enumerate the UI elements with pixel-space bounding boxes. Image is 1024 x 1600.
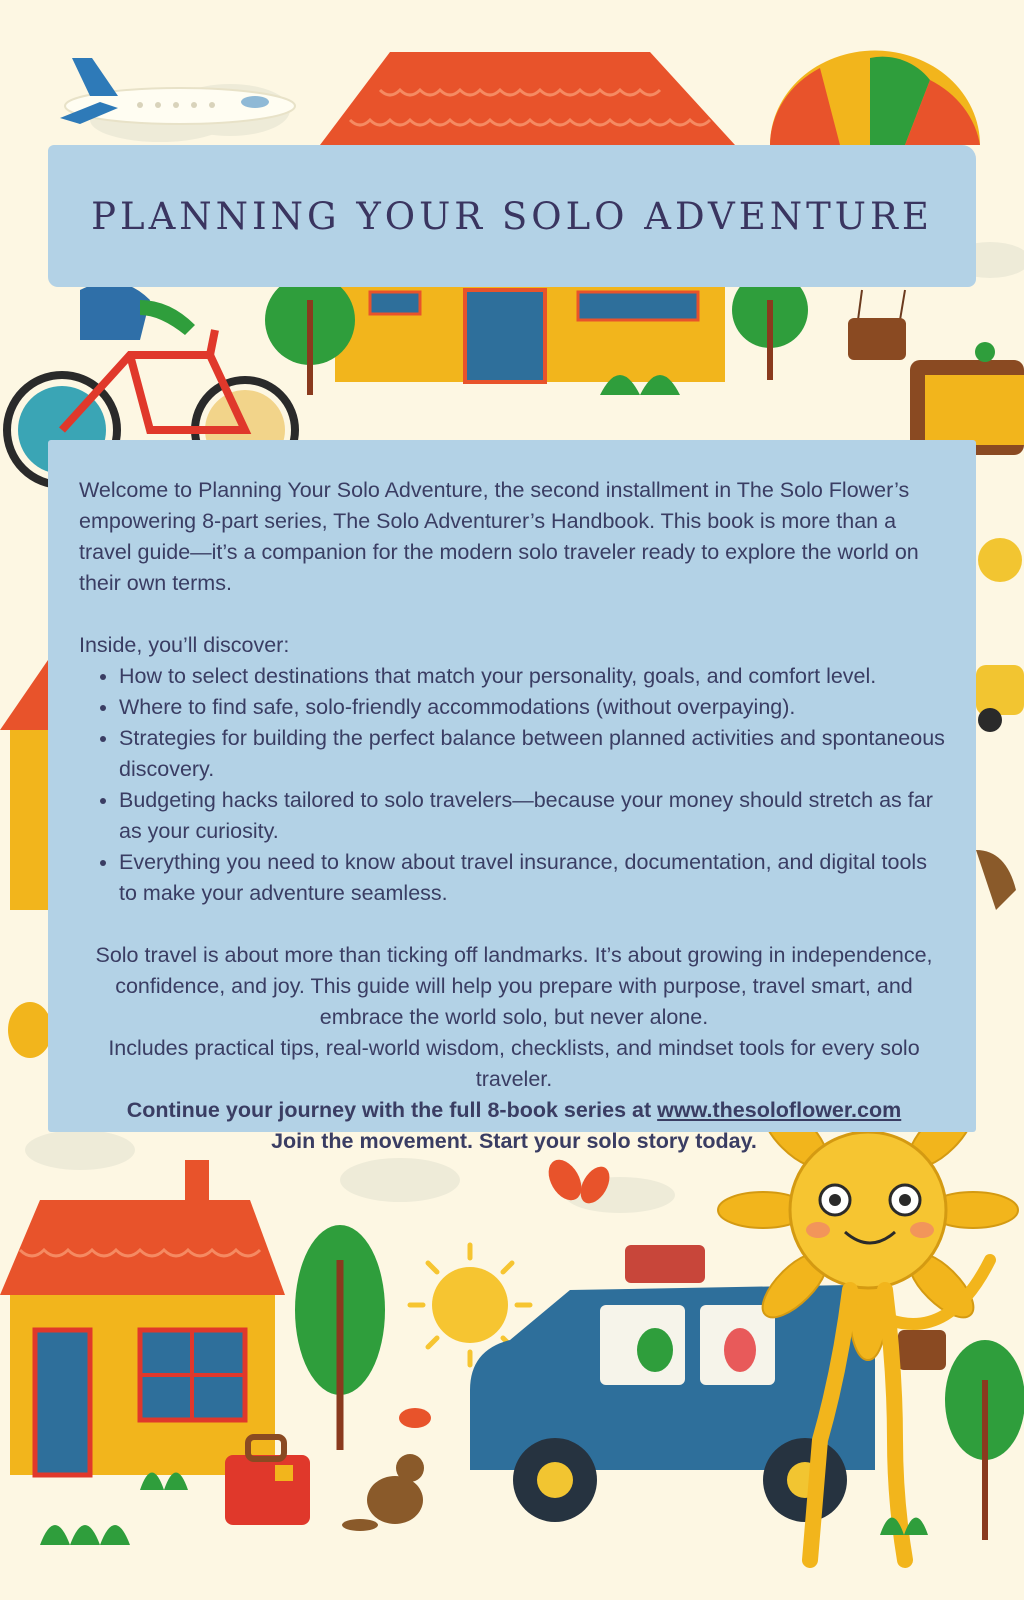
feature-list: [79, 661, 949, 909]
list-item: • Everything you need to know about travel insurance, documentation, and digital tools to make your adventure seamless.: [119, 847, 949, 909]
title-banner: [48, 145, 976, 287]
cta-prefix: Continue your journey with the full 8-book series at: [126, 1098, 658, 1122]
cta-line: [79, 1095, 949, 1126]
page-title: PLANNING YOUR SOLO ADVENTURE: [91, 194, 933, 238]
intro-paragraph: Welcome to Planning Your Solo Adventure, the second installment in The Solo Flower’s empowering 8-part series, The Solo Adventurer’s Handbook. This book is more than a travel guide—it’s a companion for the modern solo traveler ready to explore the world on their own terms.: [79, 478, 919, 595]
closing-paragraph: Solo travel is about more than ticking off landmarks. It’s about growing in independence, confidence, and joy. This guide will help you prepare with purpose, travel smart, and embrace the world solo, but never alone.: [95, 943, 933, 1029]
dog-icon: [342, 1454, 424, 1531]
list-item: • Where to find safe, solo-friendly accommodations (without overpaying).: [119, 692, 949, 723]
list-heading: Inside, you’ll discover:: [79, 633, 290, 657]
list-item: • Budgeting hacks tailored to solo travelers—because your money should stretch as far as your curiosity.: [119, 785, 949, 847]
content-text: [79, 475, 949, 1157]
website-link[interactable]: www.thesoloflower.com: [657, 1098, 902, 1122]
list-item: • How to select destinations that match your personality, goals, and comfort level.: [119, 661, 949, 692]
includes-paragraph: Includes practical tips, real-world wisdom, checklists, and mindset tools for every solo traveler.: [108, 1036, 920, 1091]
house-icon: [0, 1160, 285, 1475]
list-item: • Strategies for building the perfect balance between planned activities and spontaneous discovery.: [119, 723, 949, 785]
cta-tagline: Join the movement. Start your solo story today.: [271, 1129, 757, 1153]
